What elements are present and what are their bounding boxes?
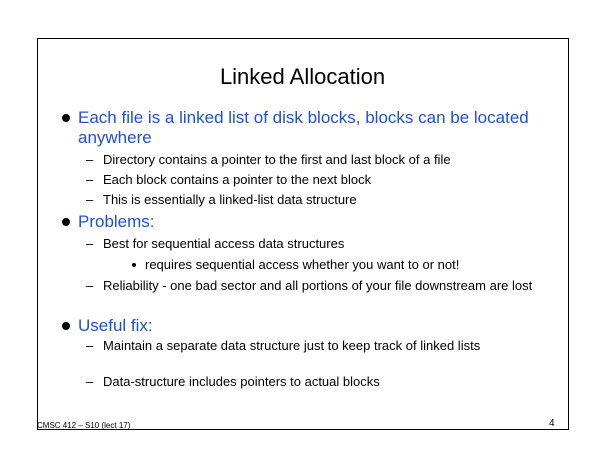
bullet-dot-icon [62, 322, 70, 330]
bullet-each-file [78, 108, 548, 148]
bullet-dot-icon [62, 114, 70, 122]
dash-icon: – [86, 152, 94, 167]
bullet-dot-icon [62, 218, 70, 226]
bullet-problems [78, 212, 548, 232]
subpoint-directory [86, 152, 543, 168]
subpoint-linked-list [86, 192, 543, 208]
subpoint-sequential [86, 236, 543, 252]
bullet-useful-fix [78, 316, 548, 336]
dash-icon: – [86, 192, 94, 207]
subpoint-text: Each block contains a pointer to the next block [103, 172, 372, 187]
bullet-text: Problems: [78, 212, 155, 231]
small-bullet-icon [132, 263, 136, 267]
subpoint-text: Maintain a separate data structure just to keep track of linked lists [103, 338, 481, 353]
subpoint-text: This is essentially a linked-list data structure [103, 192, 357, 207]
page-number: 4 [549, 418, 555, 429]
subpoint-maintain [86, 338, 543, 354]
dash-icon: – [86, 374, 94, 389]
subpoint-data-structure [86, 374, 543, 390]
subsubpoint-text: requires sequential access whether you want to or not! [145, 257, 460, 272]
slide-title: Linked Allocation [219, 64, 386, 89]
subpoint-text: Directory contains a pointer to the first and last block of a file [103, 152, 451, 167]
subpoint-text: Reliability - one bad sector and all portions of your file downstream are lost [103, 278, 533, 293]
subpoint-text: Best for sequential access data structures [103, 236, 345, 251]
slide-frame [37, 38, 569, 430]
subpoint-each-block [86, 172, 543, 188]
bullet-text: Each file is a linked list of disk blocks, blocks can be located anywhere [78, 108, 529, 147]
dash-icon: – [86, 338, 94, 353]
slide-footer: CMSC 412 – S10 (lect 17) [37, 421, 131, 430]
subpoint-reliability [86, 278, 543, 294]
dash-icon: – [86, 236, 94, 251]
subpoint-text: Data-structure includes pointers to actual blocks [103, 374, 380, 389]
bullet-text: Useful fix: [78, 316, 153, 335]
subsubpoint-requires [145, 257, 565, 273]
dash-icon: – [86, 172, 94, 187]
dash-icon: – [86, 278, 94, 293]
